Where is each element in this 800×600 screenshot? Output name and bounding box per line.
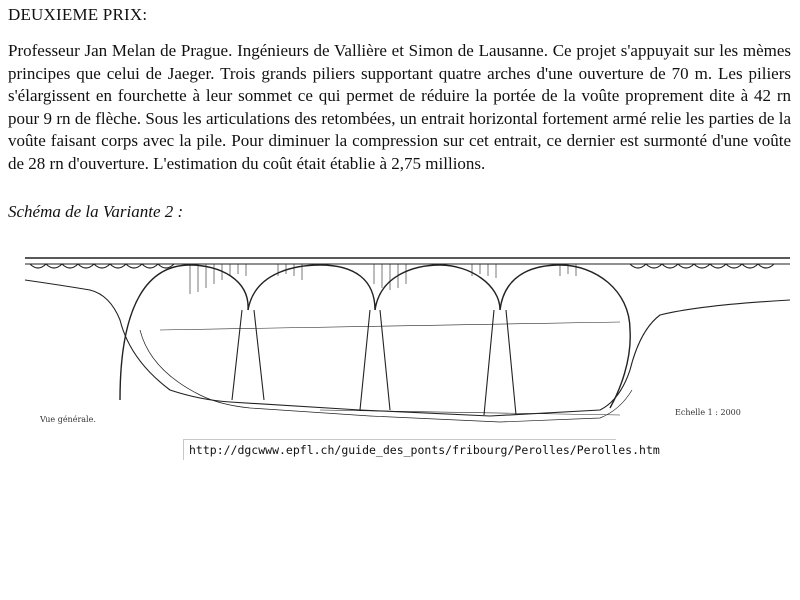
bridge-elevation-drawing bbox=[20, 250, 795, 435]
main-arch-2 bbox=[248, 265, 375, 310]
source-url[interactable]: http://dgcwww.epfl.ch/guide_des_ponts/fribourg/Perolles/Perolles.htm bbox=[189, 443, 660, 457]
pier-3 bbox=[484, 310, 516, 415]
approach-arches-right bbox=[630, 264, 774, 268]
ground-profile-lower bbox=[140, 330, 632, 422]
tie-line bbox=[160, 322, 620, 330]
water-line bbox=[320, 410, 620, 415]
figure-label-right: Echelle 1 : 2000 bbox=[675, 408, 741, 417]
pier-2 bbox=[360, 310, 390, 410]
pier-1 bbox=[232, 310, 264, 400]
main-arch-3 bbox=[375, 265, 500, 310]
figure-caption: Schéma de la Variante 2 : bbox=[8, 202, 184, 221]
description-paragraph: Professeur Jan Melan de Prague. Ingénieurs de Vallière et Simon de Lausanne. Ce projet s'appuyait sur les mèmes principes que celui de Jaeger. Trois grands piliers supportant quatre arches d'une ouverture de 70 m. Les piliers s'élargissent en fourchette à leur sommet ce qui permet de réduire la portée de la voûte proprement dite à 42 rn pour 9 rn de flèche. Sous les articulations des retombées, un entrait horizontal fortement armé relie les parties de la voûte faisant corps avec la pile. Pour diminuer la compression sur cet entrait, ce dernier est surmonté d'une voûte de 28 rn d'ouverture. L'estimation du coût était établie à 2,75 millions. bbox=[8, 41, 791, 173]
approach-arches-left bbox=[30, 264, 174, 268]
section-heading: DEUXIEME PRIX: bbox=[8, 5, 148, 24]
ground-profile bbox=[25, 280, 790, 416]
figure-label-left: Vue générale. bbox=[40, 415, 96, 424]
main-arch-1 bbox=[120, 265, 248, 400]
main-arch-4 bbox=[500, 265, 630, 408]
